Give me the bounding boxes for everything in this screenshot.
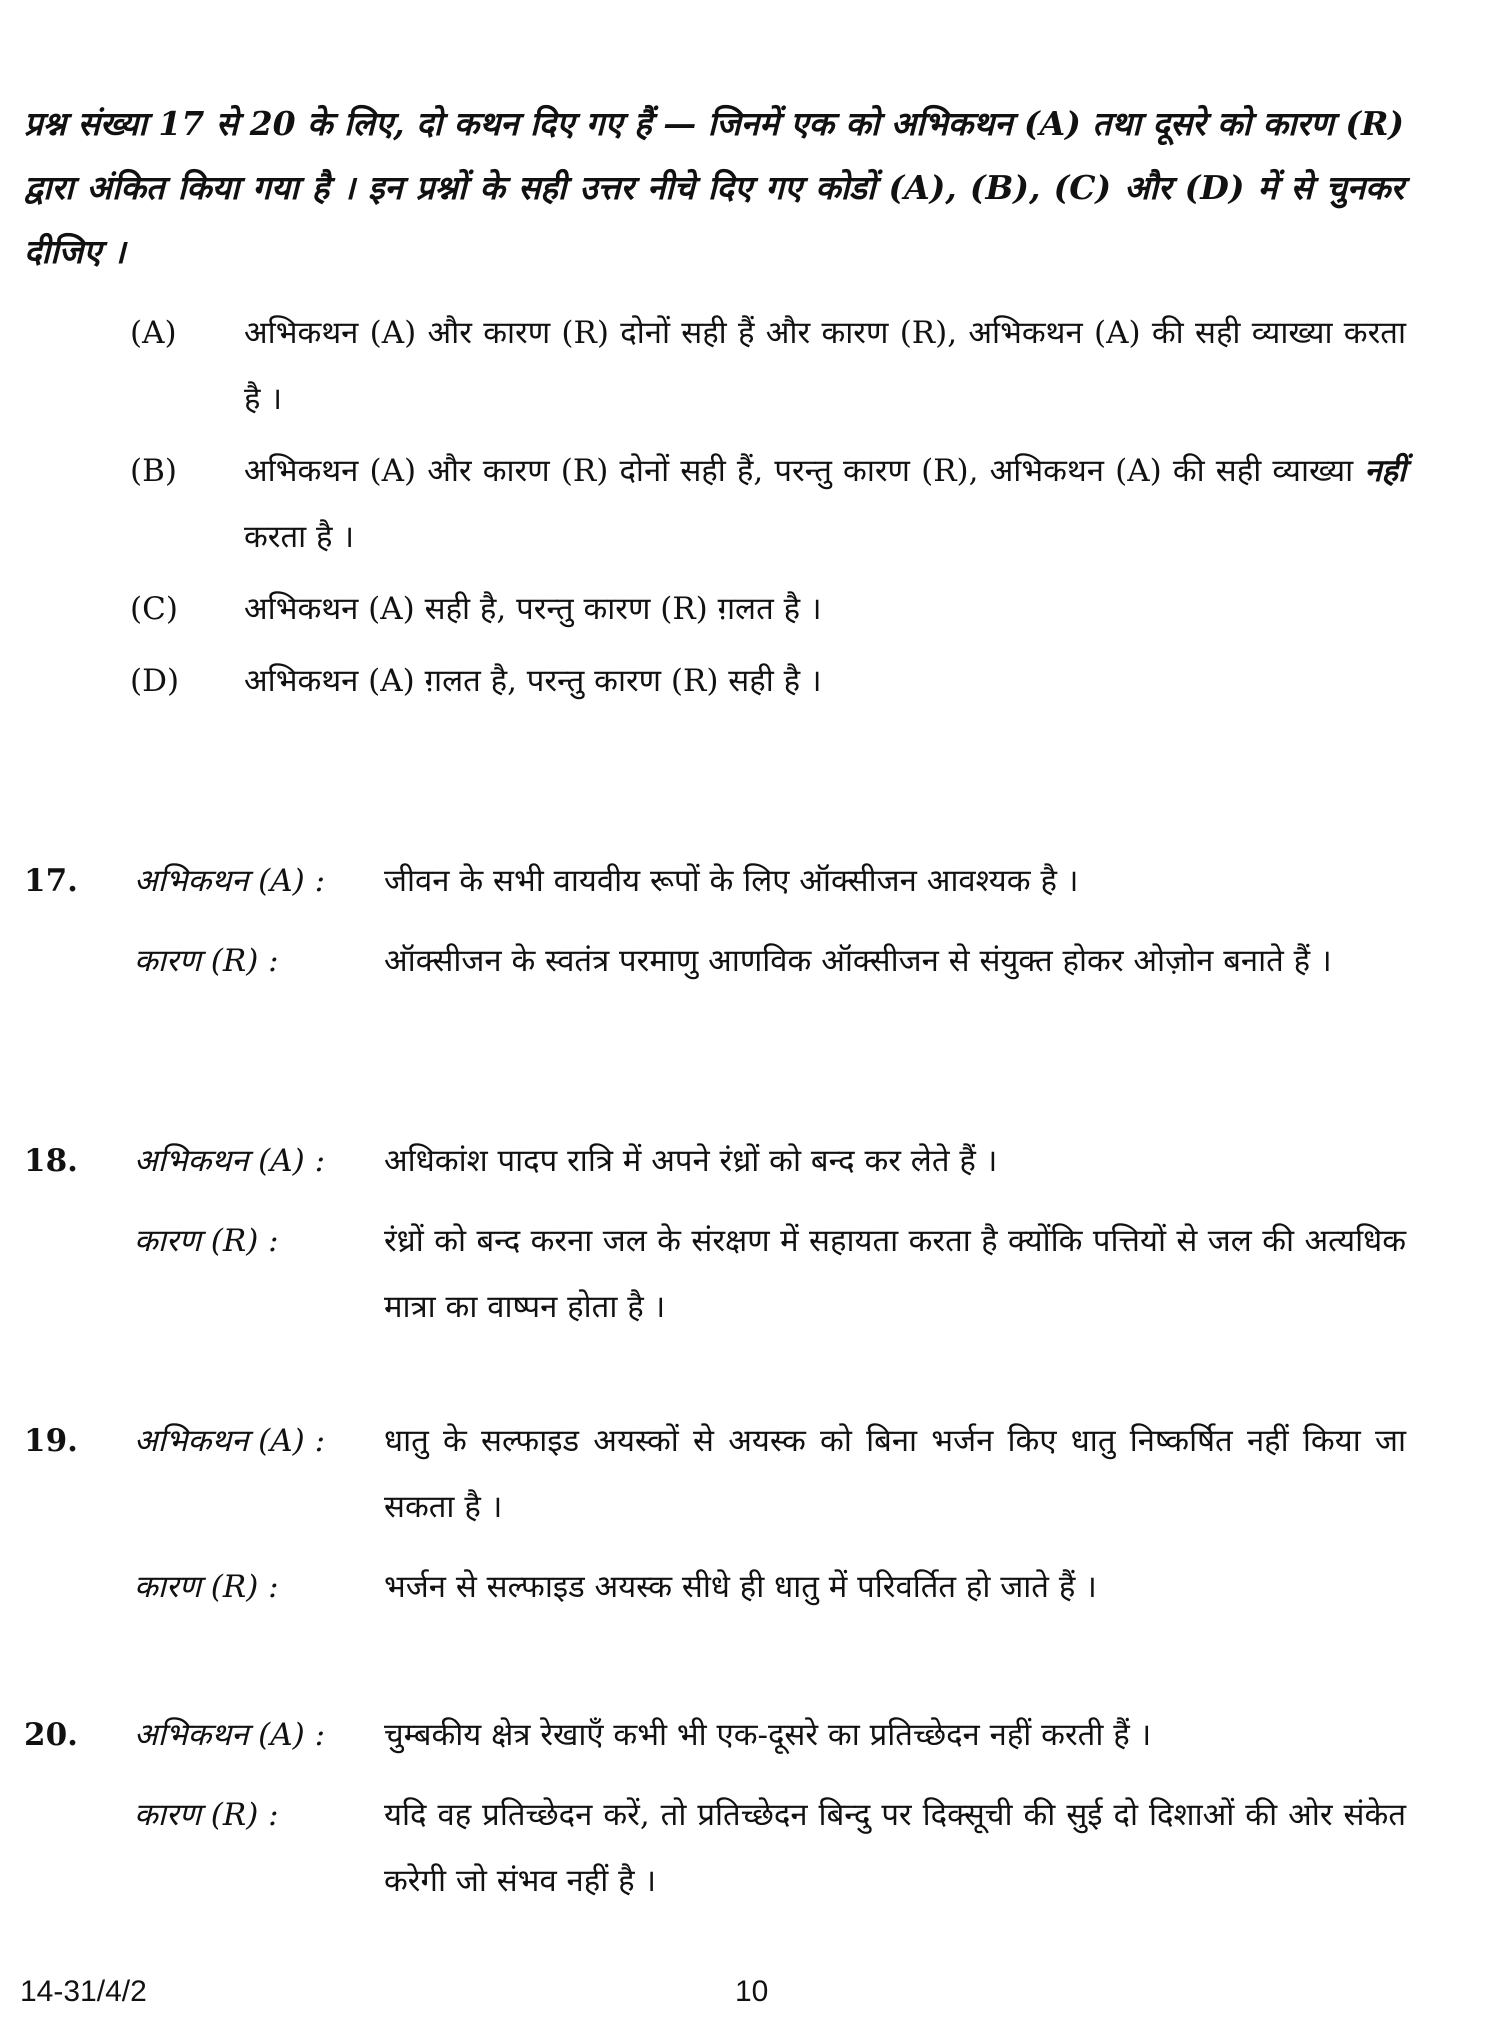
paper-code: 14-31/4/2 <box>20 1975 147 2008</box>
code-text-before: अभिकथन (A) और कारण (R) दोनों सही हैं, परन्तु कारण (R), अभिकथन (A) की सही व्याख्या <box>244 453 1354 489</box>
reason-label: कारण (R) : <box>134 1569 279 1605</box>
assertion-row <box>24 848 1406 914</box>
code-text <box>244 438 1406 570</box>
question-20 <box>24 1702 1406 1914</box>
assertion-row <box>24 1128 1406 1194</box>
assertion-row <box>24 1408 1406 1540</box>
question-number: 18. <box>24 1143 78 1179</box>
reason-row <box>24 1208 1406 1340</box>
code-text: अभिकथन (A) और कारण (R) दोनों सही हैं और कारण (R), अभिकथन (A) की सही व्याख्या करता है । <box>244 315 1406 417</box>
reason-row <box>24 1782 1406 1914</box>
reason-label: कारण (R) : <box>134 1797 279 1833</box>
assertion-label: अभिकथन (A) : <box>134 1423 326 1459</box>
page-footer <box>20 1975 1480 2025</box>
assertion-text: चुम्बकीय क्षेत्र रेखाएँ कभी भी एक-दूसरे का प्रतिच्छेदन नहीं करती हैं । <box>384 1717 1152 1753</box>
page-number: 10 <box>735 1975 769 2008</box>
code-letter: (D) <box>130 663 180 699</box>
code-option-d <box>130 648 1406 714</box>
code-option-a <box>130 300 1406 432</box>
reason-text: यदि वह प्रतिच्छेदन करें, तो प्रतिच्छेदन बिन्दु पर दिक्सूची की सुई दो दिशाओं की ओर संकेत करेगी जो संभव नहीं है । <box>384 1797 1406 1899</box>
code-text: अभिकथन (A) सही है, परन्तु कारण (R) ग़लत है । <box>244 591 822 627</box>
code-letter: (B) <box>130 453 177 489</box>
question-18 <box>24 1128 1406 1340</box>
question-19 <box>24 1408 1406 1620</box>
assertion-label: अभिकथन (A) : <box>134 1143 326 1179</box>
reason-text: भर्जन से सल्फाइड अयस्क सीधे ही धातु में परिवर्तित हो जाते हैं । <box>384 1569 1097 1605</box>
assertion-text: अधिकांश पादप रात्रि में अपने रंध्रों को बन्द कर लेते हैं । <box>384 1143 998 1179</box>
code-text-after: करता है । <box>244 519 355 555</box>
assertion-text: जीवन के सभी वायवीय रूपों के लिए ऑक्सीजन आवश्यक है । <box>384 863 1079 899</box>
reason-row <box>24 1554 1406 1620</box>
reason-label: कारण (R) : <box>134 1223 279 1259</box>
reason-text: रंध्रों को बन्द करना जल के संरक्षण में सहायता करता है क्योंकि पत्तियों से जल की अत्यधिक मात्रा का वाष्पन होता है । <box>384 1223 1406 1325</box>
reason-row <box>24 928 1406 994</box>
code-option-b <box>130 438 1406 570</box>
question-number: 17. <box>24 863 78 899</box>
emphasis-not: नहीं <box>1364 453 1407 489</box>
reason-label: कारण (R) : <box>134 943 279 979</box>
code-text: अभिकथन (A) ग़लत है, परन्तु कारण (R) सही है । <box>244 663 822 699</box>
code-letter: (C) <box>130 591 178 627</box>
assertion-label: अभिकथन (A) : <box>134 1717 326 1753</box>
reason-text: ऑक्सीजन के स्वतंत्र परमाणु आणविक ऑक्सीजन से संयुक्त होकर ओज़ोन बनाते हैं । <box>384 943 1332 979</box>
answer-codes <box>130 300 1406 720</box>
instruction-text: प्रश्न संख्या 17 से 20 के लिए, दो कथन दिए गए हैं — जिनमें एक को अभिकथन (A) तथा दूसरे को कारण (R) द्वारा अंकित किया गया है । इन प्रश्नों के सही उत्तर नीचे दिए गए कोडों (A), (B), (C) और (D) में से चुनकर दीजिए । <box>24 104 1404 271</box>
code-letter: (A) <box>130 315 177 351</box>
question-number: 20. <box>24 1717 78 1753</box>
assertion-row <box>24 1702 1406 1768</box>
assertion-label: अभिकथन (A) : <box>134 863 326 899</box>
question-17 <box>24 848 1406 994</box>
question-number: 19. <box>24 1423 78 1459</box>
code-option-c <box>130 576 1406 642</box>
assertion-text: धातु के सल्फाइड अयस्कों से अयस्क को बिना भर्जन किए धातु निष्कर्षित नहीं किया जा सकता है । <box>384 1423 1406 1525</box>
